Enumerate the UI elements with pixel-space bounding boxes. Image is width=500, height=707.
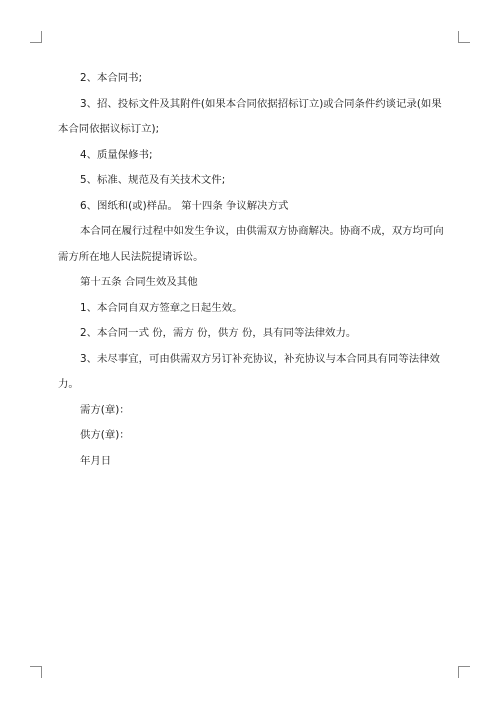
paragraph-item-6-drawings-article-14: 6、图纸和(或)样品。 第十四条 争议解决方式 [80,199,289,212]
paragraph-item-3-continued: 本合同依据议标订立); [58,123,160,135]
signature-buyer: 需方(章)： [80,403,130,416]
crop-mark-bottom-left [30,666,42,678]
paragraph-effective-clause: 1、本合同自双方签章之日起生效。 [80,301,243,314]
signature-date: 年月日 [80,454,112,467]
paragraph-item-2-contract: 2、本合同书; [80,72,143,84]
paragraph-item-4-warranty: 4、质量保修书; [80,148,153,161]
heading-article-15: 第十五条 合同生效及其他 [80,276,198,288]
crop-mark-top-right [458,31,470,43]
paragraph-copies-clause: 2、本合同一式 份，需方 份，供方 份，具有同等法律效力。 [80,327,357,339]
paragraph-item-5-standards: 5、标准、规范及有关技术文件; [80,174,226,186]
signature-supplier: 供方(章)： [80,429,130,441]
crop-mark-bottom-right [458,666,470,678]
paragraph-supplement-clause: 3、未尽事宜，可由供需双方另订补充协议，补充协议与本合同具有同等法律效 [80,352,440,365]
paragraph-item-3-bidding-docs: 3、招、投标文件及其附件(如果本合同依据招标订立)或合同条件约谈记录(如果 [80,97,442,110]
paragraph-dispute-resolution-continued: 需方所在地人民法院提请诉讼。 [58,250,204,263]
crop-mark-top-left [30,31,42,43]
paragraph-supplement-continued: 力。 [58,378,79,390]
document-body [58,66,442,474]
paragraph-dispute-resolution: 本合同在履行过程中如发生争议，由供需双方协商解决。协商不成，双方均可向 [80,225,444,237]
